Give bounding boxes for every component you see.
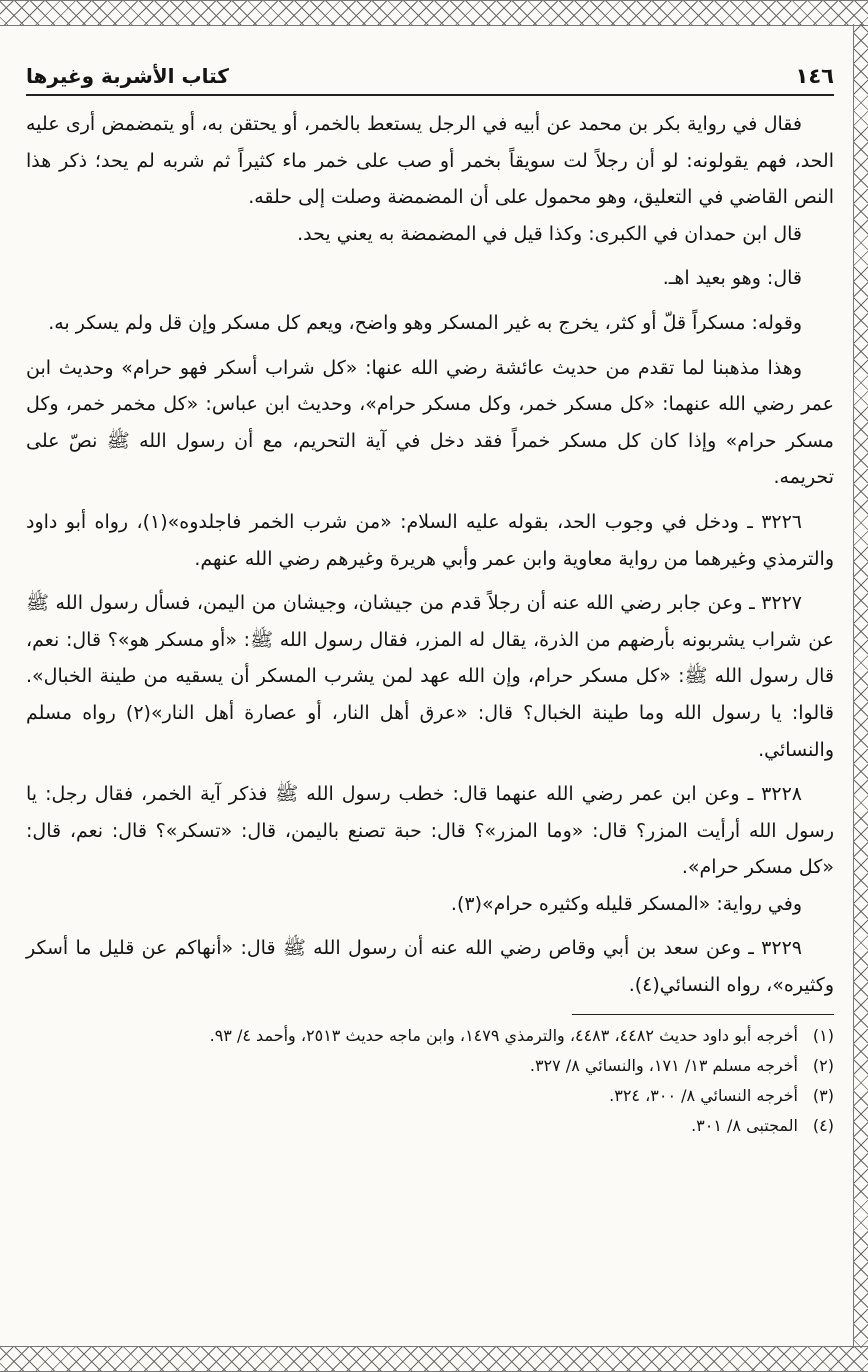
ornamental-border-top bbox=[0, 0, 868, 26]
footnote-mark: (٤) bbox=[812, 1115, 834, 1135]
hadith-3226: ٣٢٢٦ ـ ودخل في وجوب الحد، بقوله عليه السلام: «من شرب الخمر فاجلدوه»(١)، رواه أبو داود والترمذي وغيرهما من رواية معاوية وابن عمر وأبي هريرة وغيرهم رضي الله عنهم. bbox=[26, 510, 834, 570]
book-page bbox=[26, 58, 834, 1141]
footnote bbox=[26, 1051, 834, 1081]
ornamental-border-bottom bbox=[0, 1346, 868, 1372]
paragraph: وهذا مذهبنا لما تقدم من حديث عائشة رضي الله عنها: «كل شراب أسكر فهو حرام» وحديث ابن عمر رضي الله عنهما: «كل مسكر خمر، وكل مسكر حرام»، وحديث ابن عباس: «كل مخمر خمر، وكل مسكر حرام» وإذا كان كل مسكر خمراً فقد دخل في آية التحريم، مع أن رسول الله ﷺ نصّ على تحريمه. bbox=[26, 356, 834, 489]
hadith-3228: ٣٢٢٨ ـ وعن ابن عمر رضي الله عنهما قال: خطب رسول الله ﷺ فذكر آية الخمر، فقال رجل: يا رسول الله أرأيت المزر؟ قال: «وما المزر»؟ قال: حبة تصنع باليمن، قال: «تسكر»؟ قال: نعم، قال: «كل مسكر حرام». bbox=[26, 783, 834, 879]
paragraph: وقوله: مسكراً قلّ أو كثر، يخرج به غير المسكر وهو واضح، ويعم كل مسكر وإن قل ولم يسكر به. bbox=[48, 311, 802, 334]
footnote-mark: (١) bbox=[812, 1025, 834, 1045]
footnote-text: المجتبى ٨/ ٣٠١. bbox=[691, 1115, 798, 1135]
page-header bbox=[26, 58, 834, 96]
footnote bbox=[26, 1021, 834, 1051]
running-title: كتاب الأشربة وغيرها bbox=[26, 64, 229, 88]
footnote-separator bbox=[572, 1014, 834, 1015]
footnote bbox=[26, 1111, 834, 1141]
paragraph: قال: وهو بعيد اهـ. bbox=[662, 267, 802, 290]
paragraph: وفي رواية: «المسكر قليله وكثيره حرام»(٣). bbox=[450, 892, 802, 915]
main-text bbox=[26, 106, 834, 1004]
page-number: ١٤٦ bbox=[795, 64, 834, 88]
paragraph: فقال في رواية بكر بن محمد عن أبيه في الرجل يستعط بالخمر، أو يحتقن به، أو يتمضمض أرى عليه الحد، فهم يقولونه: لو أن رجلاً لت سويقاً بخمر أو صب على خمر ماء كثيراً ثم شربه لم يحد؛ ذكر هذا النص القاضي في التعليق، وهو محمول على أن المضمضة وصلت إلى حلقه. bbox=[26, 113, 834, 209]
footnote-mark: (٣) bbox=[812, 1085, 834, 1105]
footnote-text: أخرجه مسلم ١٣/ ١٧١، والنسائي ٨/ ٣٢٧. bbox=[529, 1055, 798, 1075]
footnote-mark: (٢) bbox=[812, 1055, 834, 1075]
footnote-text: أخرجه النسائي ٨/ ٣٠٠، ٣٢٤. bbox=[609, 1085, 798, 1105]
hadith-3229: ٣٢٢٩ ـ وعن سعد بن أبي وقاص رضي الله عنه أن رسول الله ﷺ قال: «أنهاكم عن قليل ما أسكر وكثيره»، رواه النسائي(٤). bbox=[26, 937, 834, 997]
hadith-3227: ٣٢٢٧ ـ وعن جابر رضي الله عنه أن رجلاً قدم من جيشان، وجيشان من اليمن، فسأل رسول الله ﷺ عن شراب يشربونه بأرضهم من الذرة، يقال له المزر، فقال رسول الله ﷺ: «أو مسكر هو»؟ قال: نعم، قال رسول الله ﷺ: «كل مسكر حرام، وإن الله عهد لمن يشرب المسكر أن يسقيه من طينة الخبال». قالوا: يا رسول الله وما طينة الخبال؟ قال: «عرق أهل النار، أو عصارة أهل النار»(٢) رواه مسلم والنسائي. bbox=[26, 592, 835, 761]
footnote bbox=[26, 1081, 834, 1111]
ornamental-border-right bbox=[853, 24, 868, 1348]
paragraph: قال ابن حمدان في الكبرى: وكذا قيل في المضمضة به يعني يحد. bbox=[297, 222, 802, 245]
footnote-text: أخرجه أبو داود حديث ٤٤٨٢، ٤٤٨٣، والترمذي ١٤٧٩، وابن ماجه حديث ٢٥١٣، وأحمد ٤/ ٩٣. bbox=[209, 1025, 798, 1045]
footnotes bbox=[26, 1021, 834, 1141]
